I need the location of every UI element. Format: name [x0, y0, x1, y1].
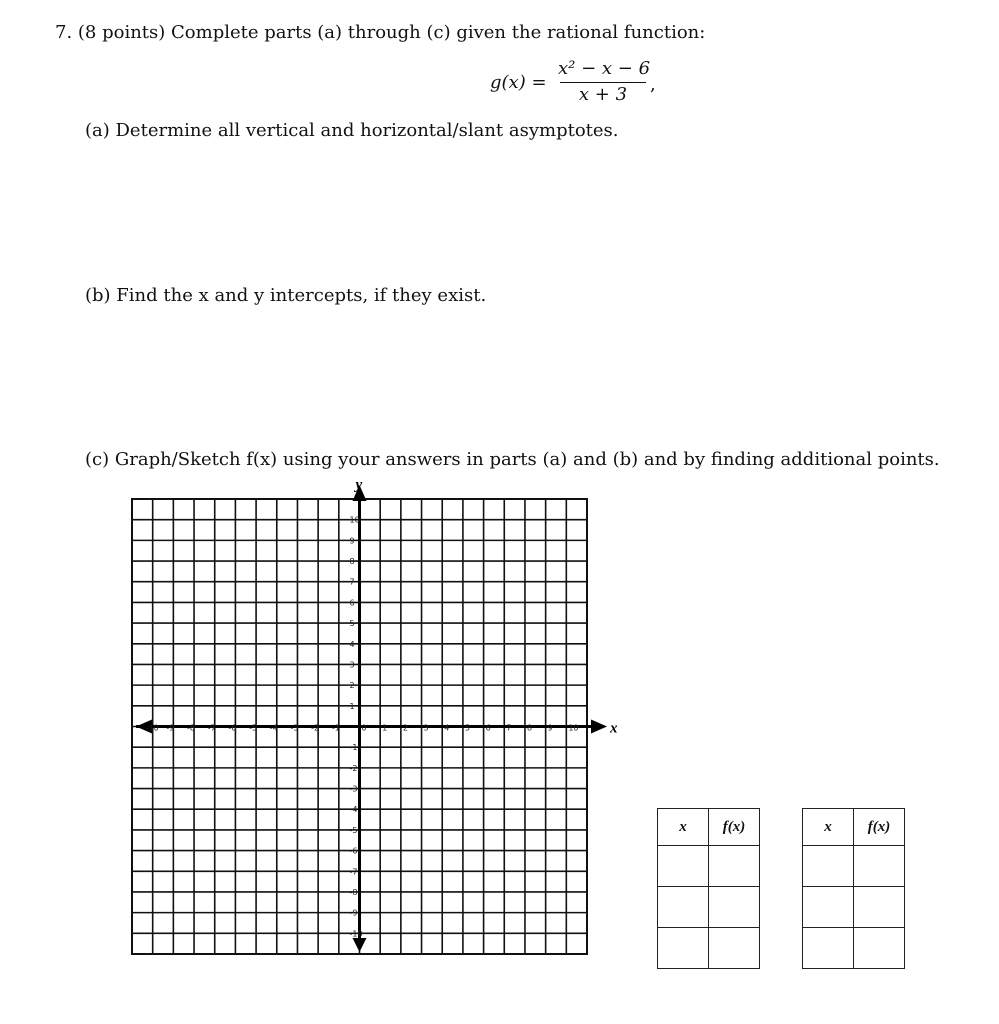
- x-tick-label: 2: [402, 723, 408, 733]
- y-tick-label: -3: [349, 784, 358, 794]
- table-2-cell[interactable]: [854, 846, 905, 887]
- x-tick-label: -9: [166, 723, 175, 733]
- values-table-1: [657, 808, 760, 969]
- y-tick-label: -5: [349, 825, 358, 835]
- x-tick-label: -10: [145, 723, 159, 733]
- x-tick-label: -5: [249, 723, 258, 733]
- y-tick-label: -4: [349, 805, 358, 815]
- y-tick-label: -10: [349, 929, 363, 939]
- table-1-cell[interactable]: [658, 887, 709, 928]
- y-tick-label: 7: [349, 577, 355, 587]
- table-1-cell[interactable]: [709, 928, 760, 969]
- y-tick-label: 1: [349, 701, 355, 711]
- y-tick-label: 10: [349, 515, 360, 525]
- table-1-cell[interactable]: [658, 846, 709, 887]
- x-tick-label: 1: [382, 723, 388, 733]
- y-axis-label: y: [355, 477, 363, 493]
- table-2-cell[interactable]: [803, 846, 854, 887]
- table-1-cell[interactable]: [709, 887, 760, 928]
- y-tick-label: 2: [349, 681, 355, 691]
- y-tick-label: 9: [349, 536, 355, 546]
- y-tick-label: 4: [349, 639, 355, 649]
- x-axis-right-arrow: [591, 720, 607, 734]
- y-tick-label: -6: [349, 846, 358, 856]
- x-tick-label: 3: [423, 723, 429, 733]
- x-tick-label: -3: [290, 723, 299, 733]
- y-tick-label: -1: [349, 743, 358, 753]
- x-tick-label: -8: [187, 723, 196, 733]
- formula-lhs: g(x) =: [490, 72, 547, 93]
- question-label: 7. (8 points) Complete parts (a) through (c) given the rational function:: [55, 22, 706, 43]
- table-1-header-x: x: [658, 809, 709, 846]
- x-tick-label: 8: [526, 723, 533, 733]
- x-axis-label: x: [610, 720, 618, 737]
- formula-numerator: x² − x − 6: [558, 58, 651, 79]
- formula-fraction: [558, 58, 651, 107]
- formula-denominator: x + 3: [578, 84, 628, 105]
- table-2-header-fx: f(x): [854, 809, 905, 846]
- table-2-cell[interactable]: [803, 887, 854, 928]
- x-tick-label: -7: [207, 723, 216, 733]
- table-2-cell[interactable]: [854, 928, 905, 969]
- x-tick-label: 10: [568, 723, 579, 733]
- x-tick-label: 5: [464, 723, 471, 733]
- table-1-cell[interactable]: [709, 846, 760, 887]
- table-1-header-fx: f(x): [709, 809, 760, 846]
- x-tick-label: 6: [485, 723, 491, 733]
- table-1-cell[interactable]: [658, 928, 709, 969]
- y-tick-label: -9: [349, 908, 358, 918]
- y-tick-label: -8: [349, 887, 358, 897]
- part-a-prompt: (a) Determine all vertical and horizontal/slant asymptotes.: [85, 120, 619, 141]
- values-table-2: [802, 808, 905, 969]
- x-tick-label: -1: [331, 723, 340, 733]
- x-tick-label: 7: [506, 723, 512, 733]
- table-2-cell[interactable]: [854, 887, 905, 928]
- x-tick-label: 4: [444, 723, 450, 733]
- part-c-prompt: (c) Graph/Sketch f(x) using your answers in parts (a) and (b) and by finding additional points.: [85, 449, 940, 470]
- table-2-cell[interactable]: [803, 928, 854, 969]
- y-tick-label: -7: [349, 867, 358, 877]
- x-tick-label: 9: [547, 723, 553, 733]
- table-2-header-x: x: [803, 809, 854, 846]
- y-tick-label: 6: [349, 598, 355, 608]
- x-tick-label: -4: [269, 723, 278, 733]
- y-tick-label: 3: [349, 660, 355, 670]
- y-tick-label: 8: [349, 557, 355, 567]
- y-tick-label: 5: [349, 619, 355, 629]
- y-tick-label: -2: [349, 763, 358, 773]
- x-tick-label: -6: [228, 723, 237, 733]
- coordinate-grid[interactable]: [125, 475, 625, 970]
- formula-comma: ,: [650, 74, 656, 95]
- part-b-prompt: (b) Find the x and y intercepts, if they exist.: [85, 285, 487, 306]
- x-tick-label: 0: [361, 723, 367, 733]
- x-tick-label: -2: [311, 723, 320, 733]
